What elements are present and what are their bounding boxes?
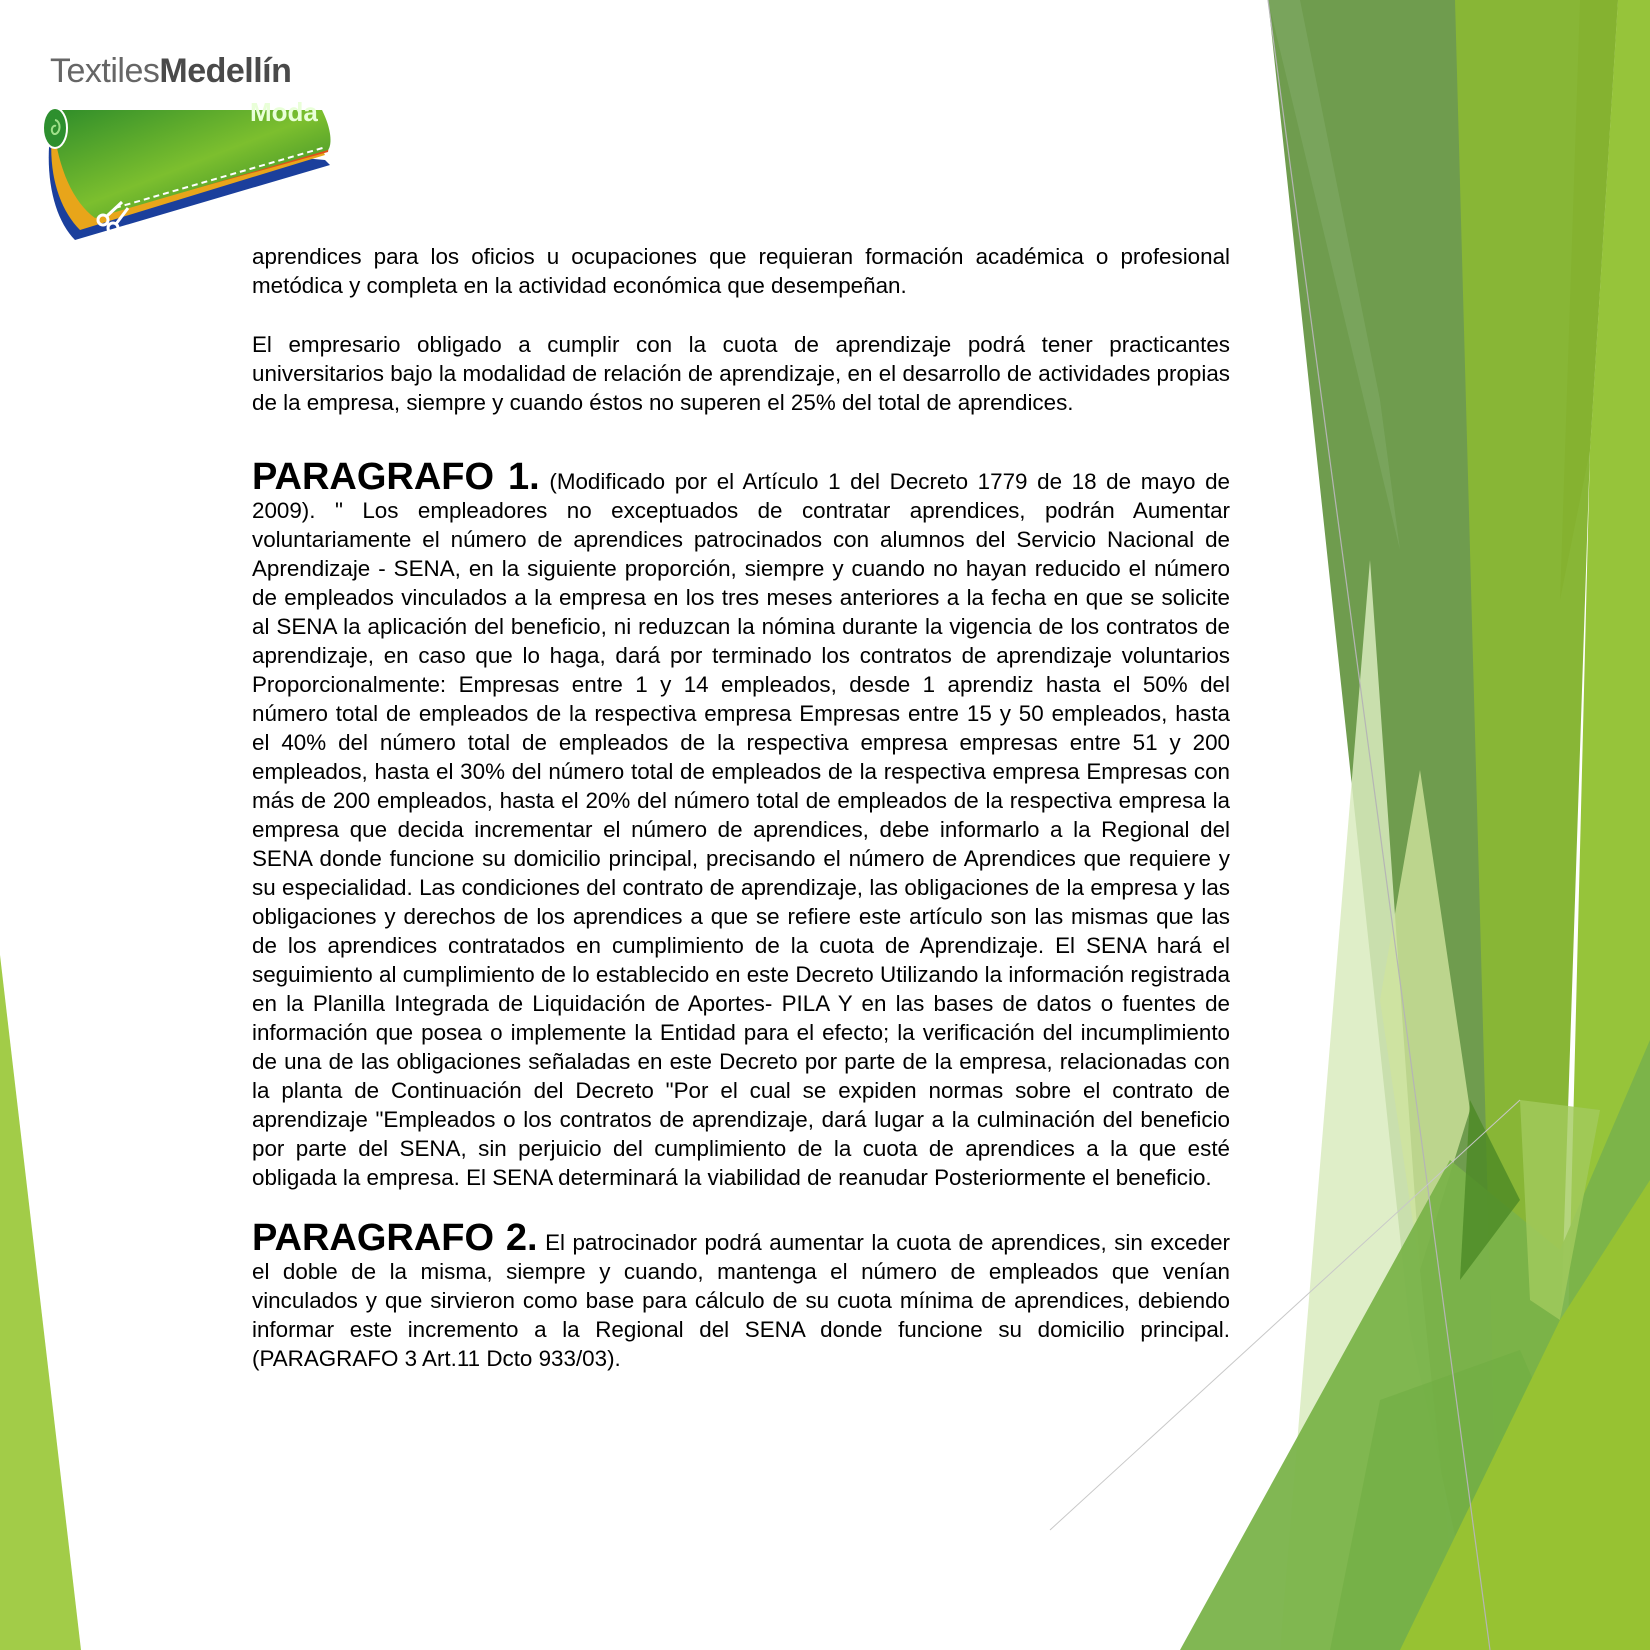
- company-logo: [40, 52, 340, 262]
- paragrafo-2-body: El patrocinador podrá aumentar la cuota de aprendices, sin exceder el doble de la misma, siempre y cuando, mantenga el número de empleados que venían vinculados y que sirvieron como base para cálculo de su cuota mínima de aprendices, debiendo informar este incremento a la Regional del SENA donde funcione su domicilio principal. (PARAGRAFO 3 Art.11 Dcto 933/03).: [252, 1230, 1230, 1371]
- paragraph-practicantes: El empresario obligado a cumplir con la cuota de aprendizaje podrá tener practicantes universitarios bajo la modalidad de relación de aprendizaje, en el desarrollo de actividades propias de la empresa, siempre y cuando éstos no superen el 25% del total de aprendices.: [252, 332, 1230, 415]
- logo-tagline: Moda: [250, 97, 318, 127]
- paragrafo-2-heading: PARAGRAFO 2.: [252, 1217, 538, 1259]
- paragraph-intro: aprendices para los oficios u ocupaciones que requieran formación académica o profesional metódica y completa en la actividad económica que desempeñan.: [252, 244, 1230, 298]
- document-body: [252, 242, 1230, 1373]
- logo-brand-bold: Medellín: [159, 52, 292, 90]
- logo-brand-light: Textiles: [50, 52, 160, 90]
- logo-wordmark: [50, 52, 291, 91]
- paragrafo-1: [252, 456, 1230, 1192]
- paragrafo-1-heading: PARAGRAFO 1.: [252, 456, 540, 498]
- paragrafo-1-body: (Modificado por el Artículo 1 del Decreto 1779 de 18 de mayo de 2009). " Los empleadores no exceptuados de contratar aprendices, podrán Aumentar voluntariamente el número de aprendices patrocinados con alumnos del Servicio Nacional de Aprendizaje - SENA, en la siguiente proporción, siempre y cuando no hayan reducido el número de empleados vinculados a la empresa en los tres meses anteriores a la fecha en que se solicite al SENA la aplicación del beneficio, ni reduzcan la nómina durante la vigencia de los contratos de aprendizaje, en caso que lo haga, dará por terminado los contratos de aprendizaje voluntarios Proporcionalmente: Empresas entre 1 y 14 empleados, desde 1 aprendiz hasta el 50% del número total de empleados de la respectiva empresa Empresas entre 15 y 50 empleados, hasta el 40% del número total de empleados de la respectiva empresa empresas entre 51 y 200 empleados, hasta el 30% del número total de empleados de la respectiva empresa Empresas con más de 200 empleados, hasta el 20% del número total de empleados de la respectiva empresa la empresa que decida incrementar el número de aprendices, debe informarlo a la Regional del SENA donde funcione su domicilio principal, precisando el número de Aprendices que requiere y su especialidad. Las condiciones del contrato de aprendizaje, las obligaciones de la empresa y las obligaciones y derechos de los aprendices a que se refiere este artículo son las mismas que las de los aprendices contratados en cumplimiento de la cuota de Aprendizaje. El SENA hará el seguimiento al cumplimiento de lo establecido en este Decreto Utilizando la información registrada en la Planilla Integrada de Liquidación de Aportes- PILA Y en las bases de datos o fuentes de información que posea o implemente la Entidad para el efecto; la verificación del incumplimiento de una de las obligaciones señaladas en este Decreto por parte de la empresa, relacionadas con la planta de Continuación del Decreto "Por el cual se expiden normas sobre el contrato de aprendizaje "Empleados o los contratos de aprendizaje, dará lugar a la culminación del beneficio por parte del SENA, sin perjuicio del cumplimiento de la cuota de aprendices a la que esté obligada la empresa. El SENA determinará la viabilidad de reanudar Posteriormente el beneficio.: [252, 469, 1230, 1190]
- paragrafo-2: [252, 1217, 1230, 1373]
